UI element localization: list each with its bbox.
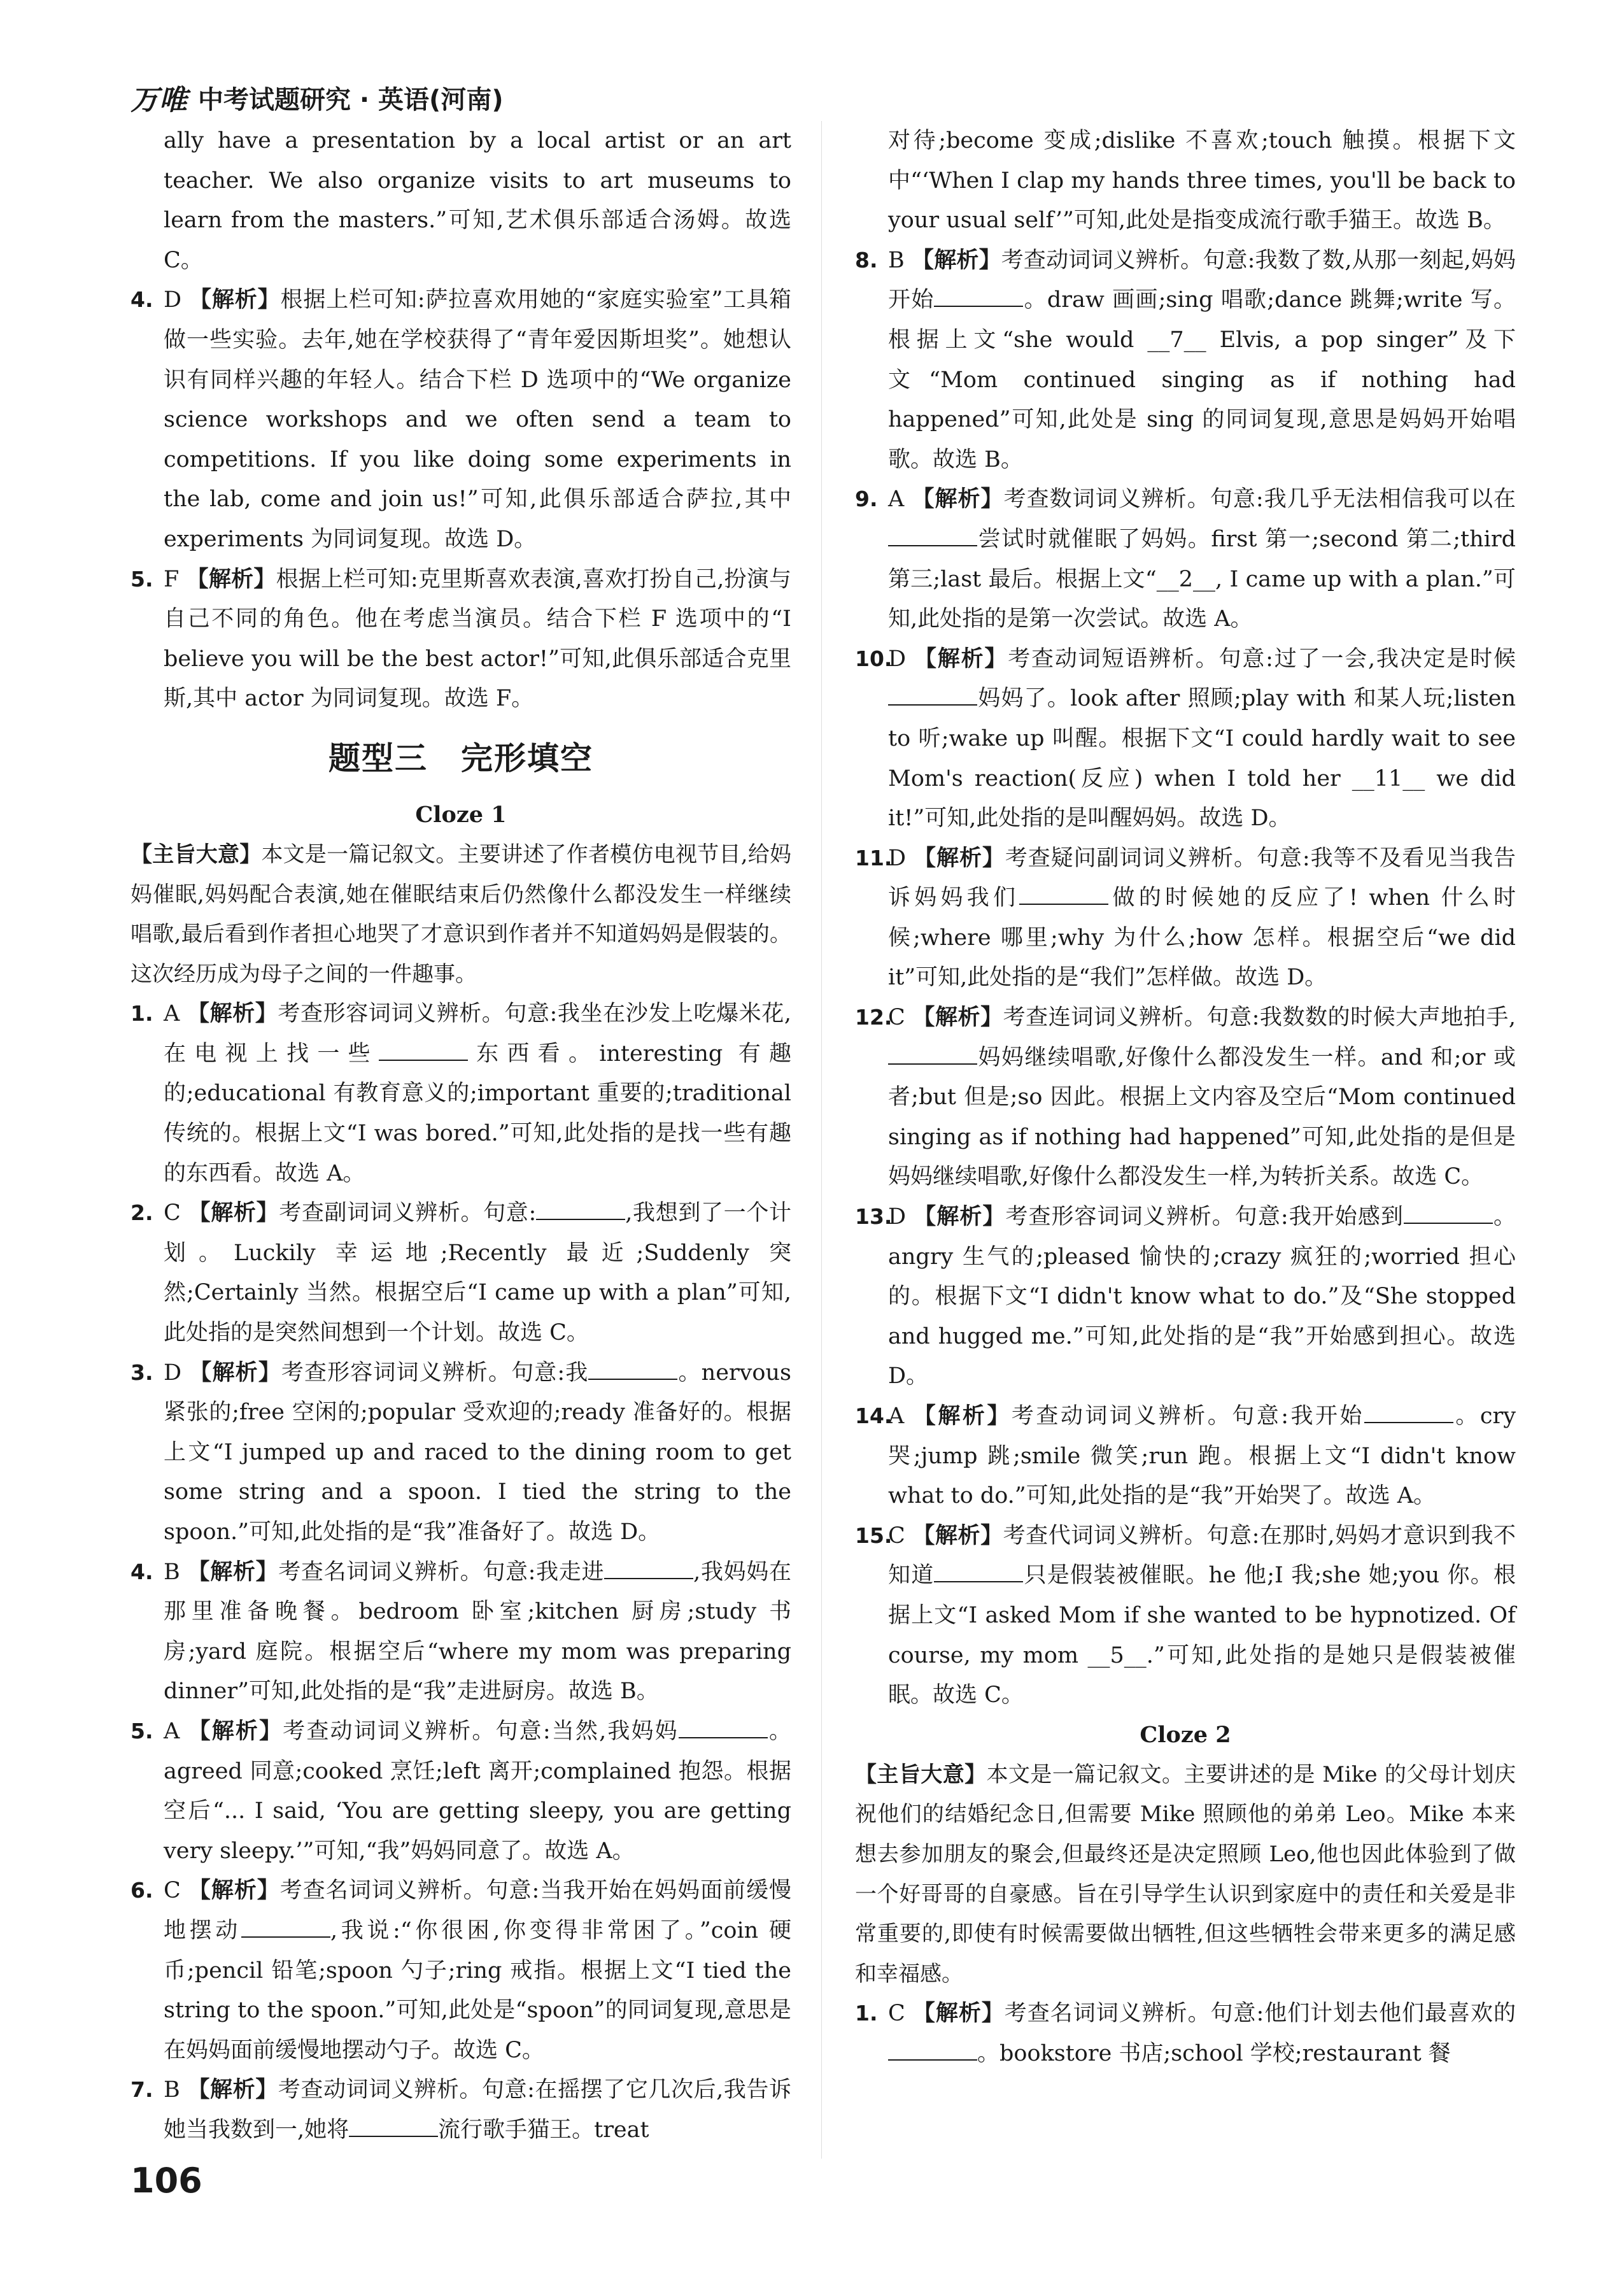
analysis-text: 考查动词词义辨析。句意:当然,我妈妈 — [283, 1718, 679, 1744]
analysis-tag: 【解析】 — [914, 646, 1008, 672]
analysis-text: 根据上栏可知:萨拉喜欢用她的“家庭实验室”工具箱做一些实验。去年,她在学校获得了“青年爱因斯坦奖”。她想认识有同样兴趣的年轻人。结合下栏 D 选项中的“We organize science workshops and we often send a team to competitions. If you like doing some experiments in the lab, come and join us!”可知,此俱乐部适合萨拉,其中 experiments 为同词复现。故选 D。 — [164, 287, 791, 552]
analysis-tag: 【解析】 — [187, 1001, 278, 1027]
answer-letter: C — [164, 1200, 181, 1226]
item-number: 5. — [131, 1718, 153, 1743]
brand-logo: 万唯 — [131, 84, 188, 117]
analysis-text: 考查动词词义辨析。句意:在摇摆了它几次后,我告诉她当我数到一,她将 — [164, 2077, 791, 2143]
item-number: 2. — [131, 1200, 153, 1226]
answer-blank — [588, 1360, 677, 1380]
answer-item — [855, 1516, 1516, 1715]
answer-letter: B — [164, 2077, 180, 2103]
answer-letter: A — [164, 1001, 180, 1027]
answer-item — [855, 479, 1516, 639]
analysis-text: 。cry 哭;jump 跳;smile 微笑;run 跑。根据上文“I didn't know what to do.”可知,此处指的是“我”开始哭了。故选 A。 — [888, 1403, 1516, 1509]
right-column — [855, 121, 1516, 2074]
item-number: 7. — [131, 2077, 153, 2103]
answer-blank — [679, 1718, 768, 1738]
cloze-1-title: Cloze 1 — [415, 801, 507, 828]
analysis-tag: 【解析】 — [912, 486, 1004, 513]
analysis-text: 考查动词词义辨析。句意:我数了数,从那一刻起,妈妈开始 — [888, 247, 1516, 313]
cloze-2-title: Cloze 2 — [1140, 1721, 1231, 1748]
answer-item — [855, 998, 1516, 1197]
analysis-text: 做的时候她的反应了! when 什么时候;where 哪里;why 为什么;how 怎样。根据空后“we did it”可知,此处指的是“我们”怎样做。故选 D。 — [888, 885, 1516, 991]
analysis-text: 考查名词词义辨析。句意:当我开始在妈妈面前缓慢地摆动 — [164, 1878, 791, 1943]
answer-letter: B — [164, 1559, 180, 1585]
item-number: 3. — [131, 1360, 153, 1385]
answer-letter: C — [164, 1878, 181, 1904]
analysis-text: 流行歌手猫王。treat — [438, 2117, 649, 2143]
theme-tag: 【主旨大意】 — [855, 1761, 987, 1787]
answer-item — [855, 839, 1516, 998]
answer-blank — [349, 2117, 438, 2137]
answer-blank — [888, 685, 977, 706]
answer-item — [131, 2070, 791, 2150]
analysis-tag: 【解析】 — [186, 566, 276, 592]
answer-blank — [1364, 1403, 1453, 1423]
analysis-tag: 【解析】 — [912, 1005, 1003, 1031]
left-column — [131, 121, 791, 2150]
answer-item — [131, 994, 791, 1193]
answer-letter: D — [888, 646, 907, 672]
cloze-1-theme — [131, 835, 791, 994]
item-number: 6. — [131, 1878, 153, 1903]
analysis-text: 考查数词词义辨析。句意:我几乎无法相信我可以在 — [1003, 486, 1516, 513]
analysis-tag: 【解析】 — [912, 1523, 1003, 1549]
answer-item — [131, 1712, 791, 1871]
item-number: 12. — [855, 1005, 893, 1030]
analysis-text: 。angry 生气的;pleased 愉快的;crazy 疯狂的;worried 担心的。根据下文“I didn't know what to do.”及“She stopped and hugged me.”可知,此处指的是“我”开始感到担心。故选 D。 — [888, 1204, 1516, 1389]
item-number: 15. — [855, 1523, 893, 1548]
item-number: 14. — [855, 1403, 893, 1428]
answer-letter: D — [888, 845, 907, 871]
answer-blank — [888, 2040, 977, 2061]
item-number: 5. — [131, 566, 153, 592]
analysis-text: 。draw 画画;sing 唱歌;dance 跳舞;write 写。根据上文“she would __7__ Elvis, a pop singer”及下文“Mom continued singing as if nothing had happened”可知,此处是 sing 的同词复现,意思是妈妈开始唱歌。故选 B。 — [888, 287, 1516, 472]
answer-item — [131, 280, 791, 559]
answer-letter: C — [888, 2001, 905, 2027]
answer-letter: C — [888, 1005, 905, 1031]
analysis-text: 考查动词词义辨析。句意:我开始 — [1011, 1403, 1364, 1429]
cloze-1-answers-right — [855, 241, 1516, 1715]
analysis-text: 妈妈了。look after 照顾;play with 和某人玩;listen to 听;wake up 叫醒。根据下文“I could hardly wait to see Mom's reaction(反应) when I told her __11__ we did it!”可知,此处指的是叫醒妈妈。故选 D。 — [888, 686, 1516, 832]
answer-blank — [379, 1040, 468, 1061]
theme-tag: 【主旨大意】 — [131, 841, 262, 867]
answer-blank — [934, 1562, 1023, 1582]
answer-letter: C — [888, 1523, 905, 1549]
continued-paragraph: 对待;become 变成;dislike 不喜欢;touch 触摸。根据下文中“‘When I clap my hands three times, you'll be back to your usual self’”可知,此处是指变成流行歌手猫王。故选 B。 — [888, 128, 1516, 234]
answer-blank — [888, 526, 977, 546]
analysis-tag: 【解析】 — [188, 1718, 283, 1744]
answer-letter: D — [888, 1204, 907, 1230]
analysis-text: 考查疑问副词词义辨析。句意:我等不及看见当我告诉妈妈我们 — [888, 845, 1516, 911]
item-number: 11. — [855, 845, 893, 870]
answer-letter: F — [164, 566, 180, 592]
series-title: 中考试题研究 · 英语(河南) — [198, 85, 504, 115]
analysis-text: 东西看。interesting 有趣的;educational 有教育意义的;important 重要的;traditional 传统的。根据上文“I was bored.”可知,此处指的是找一些有趣的东西看。故选 A。 — [164, 1040, 791, 1186]
item-number: 13. — [855, 1204, 893, 1230]
answer-letter: D — [164, 287, 182, 313]
analysis-tag: 【解析】 — [188, 1878, 280, 1904]
upper-answer-list — [131, 280, 791, 719]
answer-item — [131, 560, 791, 719]
analysis-tag: 【解析】 — [913, 1403, 1012, 1429]
answer-item — [131, 1871, 791, 2070]
answer-blank — [1019, 884, 1108, 905]
analysis-text: 考查连词词义辨析。句意:我数数的时候大声地拍手, — [1003, 1005, 1516, 1031]
analysis-tag: 【解析】 — [187, 2077, 278, 2103]
cloze-1-answers-left — [131, 994, 791, 2150]
analysis-text: ,我想到了一个计划。Luckily 幸运地;Recently 最近;Suddenly 突然;Certainly 当然。根据空后“I came up with a plan”可知,此处指的是突然间想到一个计划。故选 C。 — [164, 1200, 791, 1346]
answer-letter: B — [888, 247, 905, 273]
analysis-text: 尝试时就催眠了妈妈。first 第一;second 第二;third 第三;last 最后。根据上文“__2__, I came up with a plan.”可知,此处指的是第一次尝试。故选 A。 — [888, 526, 1516, 632]
theme-text: 本文是一篇记叙文。主要讲述的是 Mike 的父母计划庆祝他们的结婚纪念日,但需要 Mike 照顾他的弟弟 Leo。Mike 本来想去参加朋友的聚会,但最终还是决定照顾 Leo,他也因此体验到了做一个好哥哥的自豪感。旨在引导学生认识到家庭中的责任和关爱是非常重要的,即使有时候需要做出牺牲,但这些牺牲会带来更多的满足感和幸福感。 — [855, 1761, 1516, 1987]
item-number: 1. — [131, 1001, 153, 1026]
item-number: 10. — [855, 646, 893, 671]
answer-item — [855, 1396, 1516, 1516]
answer-item — [855, 241, 1516, 480]
answer-letter: A — [888, 1403, 905, 1429]
analysis-text: 考查动词短语辨析。句意:过了一会,我决定是时候 — [1008, 646, 1516, 672]
item-number: 8. — [855, 247, 878, 273]
analysis-text: 妈妈继续唱歌,好像什么都没发生一样。and 和;or 或者;but 但是;so 因此。根据上文内容及空后“Mom continued singing as if nothing had happened”可知,此处指的是但是妈妈继续唱歌,好像什么都没发生一样,为转折关系。故选 C。 — [888, 1044, 1516, 1190]
analysis-tag: 【解析】 — [914, 845, 1005, 871]
answer-letter: A — [888, 486, 905, 513]
answer-blank — [241, 1917, 330, 1938]
answer-item — [131, 1353, 791, 1552]
page-header — [131, 75, 504, 120]
answer-letter: A — [164, 1718, 180, 1744]
answer-item — [855, 1197, 1516, 1396]
analysis-text: 考查副词词义辨析。句意: — [279, 1200, 537, 1226]
analysis-text: 考查名词词义辨析。句意:他们计划去他们最喜欢的 — [1004, 2001, 1516, 2027]
analysis-text: 考查形容词词义辨析。句意:我开始感到 — [1005, 1204, 1404, 1230]
analysis-text: 考查名词词义辨析。句意:我走进 — [278, 1559, 605, 1585]
answer-letter: D — [164, 1360, 182, 1386]
analysis-text: 。nervous 紧张的;free 空闲的;popular 受欢迎的;ready 准备好的。根据上文“I jumped up and raced to the dining room to get some string and a spoon. I tied the string to the spoon.”可知,此处指的是“我”准备好了。故选 D。 — [164, 1360, 791, 1545]
answer-item — [131, 1552, 791, 1712]
answer-blank — [1404, 1203, 1493, 1224]
analysis-text: 考查形容词词义辨析。句意:我坐在沙发上吃爆米花,在电视上找一些 — [164, 1001, 791, 1067]
item-number: 4. — [131, 1559, 153, 1584]
continued-paragraph: ally have a presentation by a local artist or an art teacher. We also organize visits to art museums to learn from the masters.”可知,艺术俱乐部适合汤姆。故选 C。 — [164, 128, 791, 273]
answer-item — [855, 639, 1516, 839]
cloze-2-answers — [855, 1994, 1516, 2073]
analysis-text: 。bookstore 书店;school 学校;restaurant 餐 — [977, 2040, 1451, 2066]
analysis-tag: 【解析】 — [189, 287, 281, 313]
answer-blank — [536, 1200, 625, 1220]
analysis-text: 考查代词词义辨析。句意:在那时,妈妈才意识到我不知道 — [888, 1523, 1516, 1589]
analysis-text: 只是假装被催眠。he 他;I 我;she 她;you 你。根据上文“I asked Mom if she wanted to be hypnotized. Of course, my mom __5__.”可知,此处指的是她只是假装被催眠。故选 C。 — [888, 1563, 1516, 1708]
analysis-text: 。agreed 同意;cooked 烹饪;left 离开;complained 抱怨。根据空后“... I said, ‘You are getting sleepy, you are getting very sleepy.’”可知,“我”妈妈同意了。故选 A。 — [164, 1718, 791, 1864]
answer-item — [855, 1994, 1516, 2073]
column-divider — [821, 121, 822, 2159]
section-title: 题型三 完形填空 — [328, 739, 593, 777]
analysis-tag: 【解析】 — [912, 247, 1001, 273]
cloze-2-theme — [855, 1755, 1516, 1994]
answer-item — [131, 1193, 791, 1352]
page-number: 106 — [131, 2161, 202, 2201]
item-number: 4. — [131, 287, 153, 313]
analysis-tag: 【解析】 — [189, 1360, 281, 1386]
analysis-tag: 【解析】 — [187, 1559, 279, 1585]
analysis-tag: 【解析】 — [912, 2001, 1005, 2027]
answer-blank — [888, 1044, 977, 1065]
analysis-text: ,我妈妈在那里准备晚餐。bedroom 卧室;kitchen 厨房;study 书房;yard 庭院。根据空后“where my mom was preparing dinner”可知,此处指的是“我”走进厨房。故选 B。 — [164, 1559, 791, 1705]
item-number: 9. — [855, 486, 878, 512]
analysis-text: ,我说:“你很困,你变得非常困了。”coin 硬币;pencil 铅笔;spoon 勺子;ring 戒指。根据上文“I tied the string to the spoon.”可知,此处是“spoon”的同词复现,意思是在妈妈面前缓慢地摆动勺子。故选 C。 — [164, 1917, 791, 2063]
analysis-tag: 【解析】 — [914, 1204, 1006, 1230]
analysis-tag: 【解析】 — [188, 1200, 279, 1226]
analysis-text: 根据上栏可知:克里斯喜欢表演,喜欢打扮自己,扮演与自己不同的角色。他在考虑当演员。结合下栏 F 选项中的“I believe you will be the best actor!”可知,此俱乐部适合克里斯,其中 actor 为同词复现。故选 F。 — [164, 566, 791, 712]
answer-blank — [934, 287, 1023, 307]
analysis-text: 考查形容词词义辨析。句意:我 — [281, 1360, 589, 1386]
item-number: 1. — [855, 2001, 878, 2026]
answer-blank — [604, 1559, 693, 1579]
theme-text: 本文是一篇记叙文。主要讲述了作者模仿电视节目,给妈妈催眠,妈妈配合表演,她在催眠结束后仍然像什么都没发生一样继续唱歌,最后看到作者担心地哭了才意识到作者并不知道妈妈是假装的。这次经历成为母子之间的一件趣事。 — [131, 841, 791, 987]
